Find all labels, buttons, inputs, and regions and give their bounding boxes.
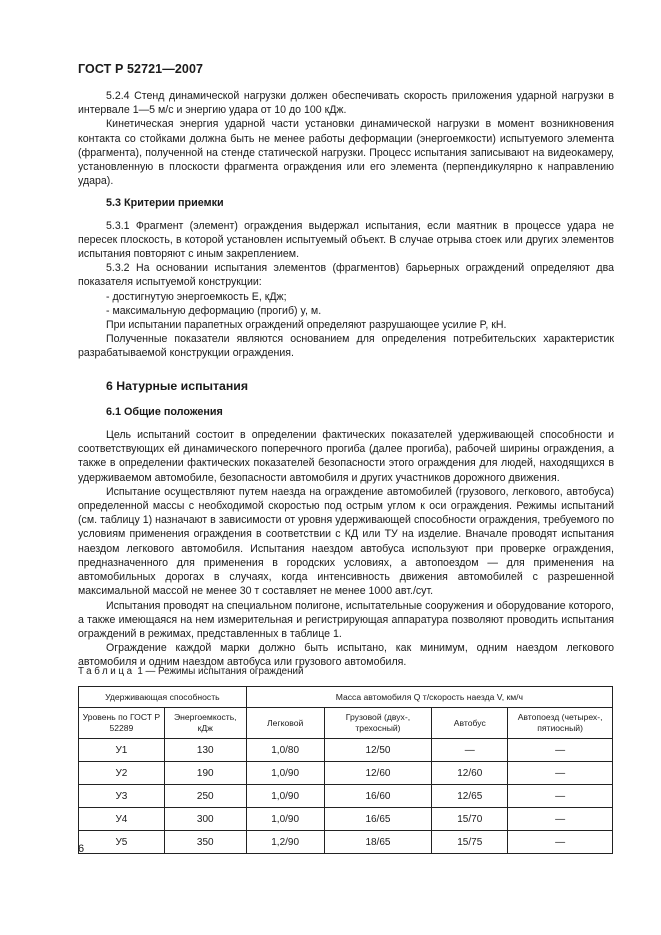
cell-passenger-car: 1,0/90 bbox=[246, 762, 324, 785]
paragraph-goal: Цель испытаний состоит в определении фактических показателей удерживающей способности и соответствующих ей динамического поперечного прогиба (далее прогиба), рабочей ширины ограждения, а также в определении фактических показателей безопасности этого ограждения для людей, находящихся в удерживаемом автомобиле, безопасности автомобиля и других участников дорожного движения. bbox=[78, 429, 614, 484]
list-item-deformation: - максимальную деформацию (прогиб) y, м. bbox=[106, 304, 322, 317]
paragraph-kinetic-energy: Кинетическая энергия ударной части установки динамической нагрузки в момент возникновения контакта со стойками должна быть не менее работы деформации (энергоемкости) испытуемого элемента (фрагмента), полученной на стенде статической нагрузки. Процесс испытания записывают на видеокамеру, установленную в плоскости фрагмента ограждения или его элемента (перпендикулярно к направлению удара). bbox=[78, 118, 614, 188]
cell-level: У5 bbox=[79, 831, 165, 854]
cell-level: У2 bbox=[79, 762, 165, 785]
list-item-energy: - достигнутую энергоемкость E, кДж; bbox=[106, 290, 287, 303]
header-passenger-car: Легковой bbox=[246, 708, 324, 739]
cell-bus: 15/75 bbox=[432, 831, 508, 854]
header-bus: Автобус bbox=[432, 708, 508, 739]
cell-road-train: — bbox=[508, 831, 613, 854]
cell-passenger-car: 1,2/90 bbox=[246, 831, 324, 854]
section-6-title: 6 Натурные испытания bbox=[106, 378, 249, 393]
cell-road-train: — bbox=[508, 808, 613, 831]
header-mass-speed: Масса автомобиля Q т/скорость наезда V, км/ч bbox=[246, 687, 612, 708]
header-truck: Грузовой (двух-, трехосный) bbox=[324, 708, 432, 739]
table-row bbox=[79, 831, 613, 854]
table-caption-text: 1 — Режимы испытания ограждений bbox=[137, 666, 304, 677]
cell-level: У3 bbox=[79, 785, 165, 808]
paragraph-532: 5.3.2 На основании испытания элементов (фрагментов) барьерных ограждений определяют два показателя испытуемой конструкции: bbox=[78, 262, 614, 289]
cell-level: У1 bbox=[79, 739, 165, 762]
document-header: ГОСТ Р 52721—2007 bbox=[78, 62, 204, 76]
cell-passenger-car: 1,0/90 bbox=[246, 785, 324, 808]
table-header-row bbox=[79, 708, 613, 739]
cell-bus: 15/70 bbox=[432, 808, 508, 831]
cell-bus: 12/60 bbox=[432, 762, 508, 785]
cell-truck: 12/50 bbox=[324, 739, 432, 762]
table-caption bbox=[78, 666, 303, 677]
table-header-group-row bbox=[79, 687, 613, 708]
cell-truck: 16/60 bbox=[324, 785, 432, 808]
cell-energy: 300 bbox=[164, 808, 246, 831]
table-row bbox=[79, 808, 613, 831]
cell-truck: 18/65 bbox=[324, 831, 432, 854]
paragraph-each-brand: Ограждение каждой марки должно быть испытано, как минимум, одним наездом легкового автомобиля и одним наездом автобуса или грузового автомобиля. bbox=[78, 642, 614, 669]
page-number: 6 bbox=[78, 843, 85, 855]
cell-energy: 350 bbox=[164, 831, 246, 854]
subheading-6-1: 6.1 Общие положения bbox=[106, 405, 223, 418]
table-row bbox=[79, 785, 613, 808]
header-energy: Энергоемкость, кДж bbox=[164, 708, 246, 739]
paragraph-531: 5.3.1 Фрагмент (элемент) ограждения выдержал испытания, если маятник в процессе удара не пересек плоскость, в которой установлен испытуемый объект. В случае отрыва стоек или других элементов испытания повторяют с иным закреплением. bbox=[78, 219, 614, 261]
cell-energy: 250 bbox=[164, 785, 246, 808]
cell-road-train: — bbox=[508, 785, 613, 808]
cell-road-train: — bbox=[508, 739, 613, 762]
paragraph-procedure: Испытание осуществляют путем наезда на ограждение автомобилей (грузового, легкового, автобуса) определенной массы с необходимой скоростью под острым углом к оси ограждения. Режимы испытаний (см. таблицу 1) назначают в зависимости от уровня удерживающей способности ограждения, требуемого по условиям применения ограждения в соответствии с КД или ТУ на изделие. Вначале проводят испытания наездом легкового автомобиля. Испытания наездом автобуса используют при проверке ограждения, предназначенного для применения в городских условиях, а автопоездом — для применения на автомобильных дорогах в случаях, когда интенсивность движения автомобилей с разрешенной максимальной массой не менее 30 т составляет не менее 1000 авт./сут. bbox=[78, 485, 614, 598]
subheading-5-3: 5.3 Критерии приемки bbox=[106, 197, 224, 210]
document-body bbox=[78, 89, 614, 670]
cell-bus: 12/65 bbox=[432, 785, 508, 808]
header-level: Уровень по ГОСТ Р 52289 bbox=[79, 708, 165, 739]
cell-level: У4 bbox=[79, 808, 165, 831]
test-modes-table bbox=[78, 686, 613, 854]
table-caption-word: Таблица bbox=[78, 666, 135, 677]
cell-passenger-car: 1,0/80 bbox=[246, 739, 324, 762]
table-row bbox=[79, 739, 613, 762]
cell-bus: — bbox=[432, 739, 508, 762]
cell-truck: 12/60 bbox=[324, 762, 432, 785]
cell-road-train: — bbox=[508, 762, 613, 785]
paragraph-polygon: Испытания проводят на специальном полигоне, испытательные сооружения и оборудование которого, а также имеющаяся на нем измерительная и регистрирующая аппаратура позволяют проводить испытания ограждений в режимах, представленных в таблице 1. bbox=[78, 599, 614, 640]
header-holding-capacity: Удерживающая способность bbox=[79, 687, 247, 708]
cell-energy: 130 bbox=[164, 739, 246, 762]
cell-energy: 190 bbox=[164, 762, 246, 785]
cell-truck: 16/65 bbox=[324, 808, 432, 831]
paragraph-parapet: При испытании парапетных ограждений определяют разрушающее усилие P, кН. bbox=[106, 319, 507, 332]
cell-passenger-car: 1,0/90 bbox=[246, 808, 324, 831]
paragraph-524: 5.2.4 Стенд динамической нагрузки должен обеспечивать скорость приложения ударной нагрузки в интервале 1—5 м/с и энергию удара от 10 до 100 кДж. bbox=[78, 90, 614, 117]
paragraph-indicators: Полученные показатели являются основанием для определения потребительских характеристик разрабатываемой конструкции ограждения. bbox=[78, 333, 614, 360]
header-road-train: Автопоезд (четырех-, пятиосный) bbox=[508, 708, 613, 739]
table-row bbox=[79, 762, 613, 785]
